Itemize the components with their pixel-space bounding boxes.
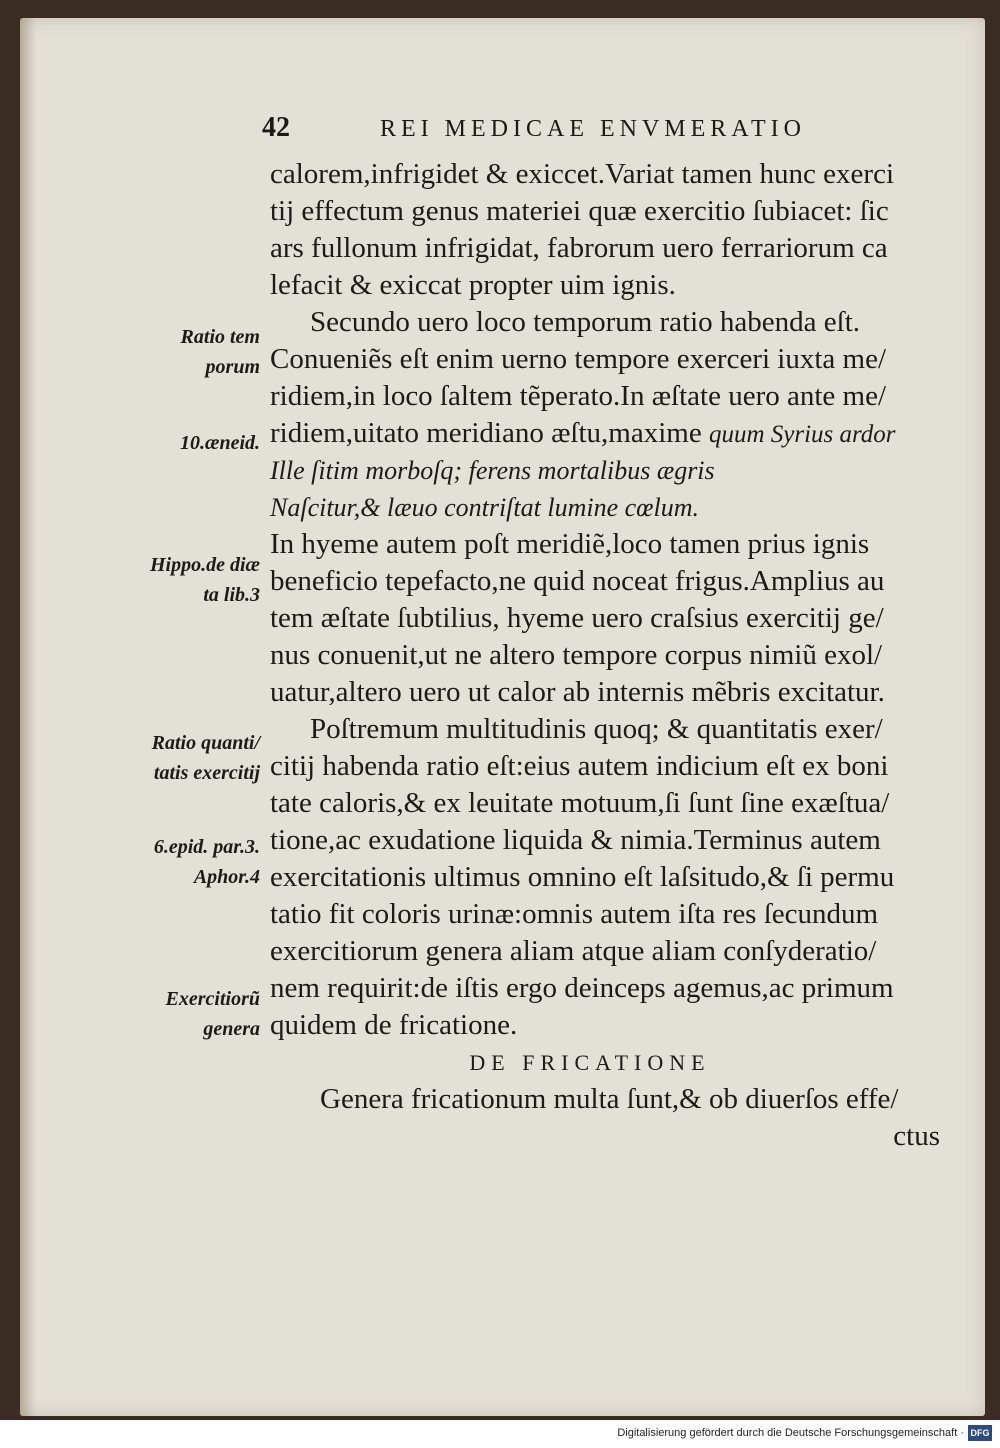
text-line: tione,ac exudatione liquida & nimia.Terminus autem — [270, 824, 881, 856]
page-gutter-shadow — [20, 18, 36, 1416]
text-line: Genera fricationum multa ſunt,& ob diuerſos effe/ — [320, 1083, 899, 1115]
margin-note-line: Hippo.de diæ — [150, 554, 260, 576]
margin-note-ratio-temporum — [120, 322, 260, 382]
text-line: beneficio tepefacto,ne quid noceat frigus.Amplius au — [270, 565, 885, 597]
running-title: REI MEDICAE ENVMERATIO — [380, 116, 806, 142]
section-heading: DE FRICATIONE — [469, 1050, 711, 1075]
margin-note-line: ta lib.3 — [203, 584, 260, 606]
running-head — [262, 112, 852, 152]
footer-credit: Digitalisierung gefördert durch die Deutsche Forschungsgemeinschaft · — [617, 1427, 964, 1439]
margin-note-line: 6.epid. par.3. — [153, 836, 260, 858]
text-line: nem requirit:de iſtis ergo deinceps agemus,ac primum — [270, 972, 894, 1004]
text-line: Poſtremum multitudinis quoq; & quantitatis exer/ — [310, 713, 883, 745]
text-span: ridiem,uitato meridiano æſtu,maxime — [270, 417, 702, 449]
text-line: lefacit & exiccat propter uim ignis. — [270, 269, 676, 301]
main-text-block — [270, 156, 950, 1155]
margin-note-line: Ratio tem — [180, 326, 260, 348]
margin-note-line: tatis exercitij — [153, 762, 260, 784]
text-line: In hyeme autem poſt meridiẽ,loco tamen prius ignis — [270, 528, 870, 560]
text-line: ridiem,in loco ſaltem tẽperato.In æſtate uero ante me/ — [270, 380, 887, 412]
margin-note-line: 10.æneid. — [180, 432, 260, 454]
text-line: Conueniẽs eſt enim uerno tempore exerceri iuxta me/ — [270, 343, 887, 375]
text-line: citij habenda ratio eſt:eius autem indicium eſt ex boni — [270, 750, 889, 782]
digitization-footer — [0, 1420, 1000, 1448]
text-line: uatur,altero uero ut calor ab internis mẽbris excitatur. — [270, 676, 885, 708]
margin-note-line: Aphor.4 — [193, 866, 260, 888]
margin-note-line: Exercitiorũ — [165, 988, 260, 1010]
text-line: calorem,infrigidet & exiccet.Variat tamen hunc exerci — [270, 158, 895, 190]
text-line: tate caloris,& ex leuitate motuum,ſi ſunt ſine exæſtua/ — [270, 787, 890, 819]
verse-quote-start: quum Syrius ardor — [708, 421, 896, 448]
margin-note-line: genera — [203, 1018, 260, 1040]
verse-line: Naſcitur,& læuo contriſtat lumine cœlum. — [270, 493, 699, 522]
text-line — [270, 415, 950, 452]
text-line: exercitiorum genera aliam atque aliam conſyderatio/ — [270, 935, 877, 967]
text-line: quidem de fricatione. — [270, 1009, 518, 1041]
text-line: exercitationis ultimus omnino eſt laſsitudo,& ſi permu — [270, 861, 895, 893]
margin-note-epidemics — [120, 832, 260, 892]
dfg-logo: DFG — [968, 1425, 992, 1441]
margin-note-hippocrates — [120, 550, 260, 610]
catchword: ctus — [893, 1120, 940, 1152]
margin-note-ratio-quantitatis — [120, 728, 260, 788]
margin-note-aeneid — [120, 428, 260, 458]
margin-note-exercitiorum — [120, 984, 260, 1044]
page-number: 42 — [262, 112, 290, 143]
margin-note-line: porum — [205, 356, 260, 378]
verse-line: Ille ſitim morboſq; ferens mortalibus ægris — [270, 456, 715, 485]
text-line: tatio fit coloris urinæ:omnis autem iſta res ſecundum — [270, 898, 879, 930]
text-line: ars fullonum infrigidat, fabrorum uero ferrariorum ca — [270, 232, 888, 264]
margin-note-line: Ratio quanti/ — [151, 732, 260, 754]
text-line: tij effectum genus materiei quæ exercitio ſubiacet: ſic — [270, 195, 889, 227]
text-line: Secundo uero loco temporum ratio habenda eſt. — [310, 306, 861, 338]
text-line: tem æſtate ſubtilius, hyeme uero craſsius exercitij ge/ — [270, 602, 884, 634]
text-line: nus conuenit,ut ne altero tempore corpus nimiũ exol/ — [270, 639, 883, 671]
